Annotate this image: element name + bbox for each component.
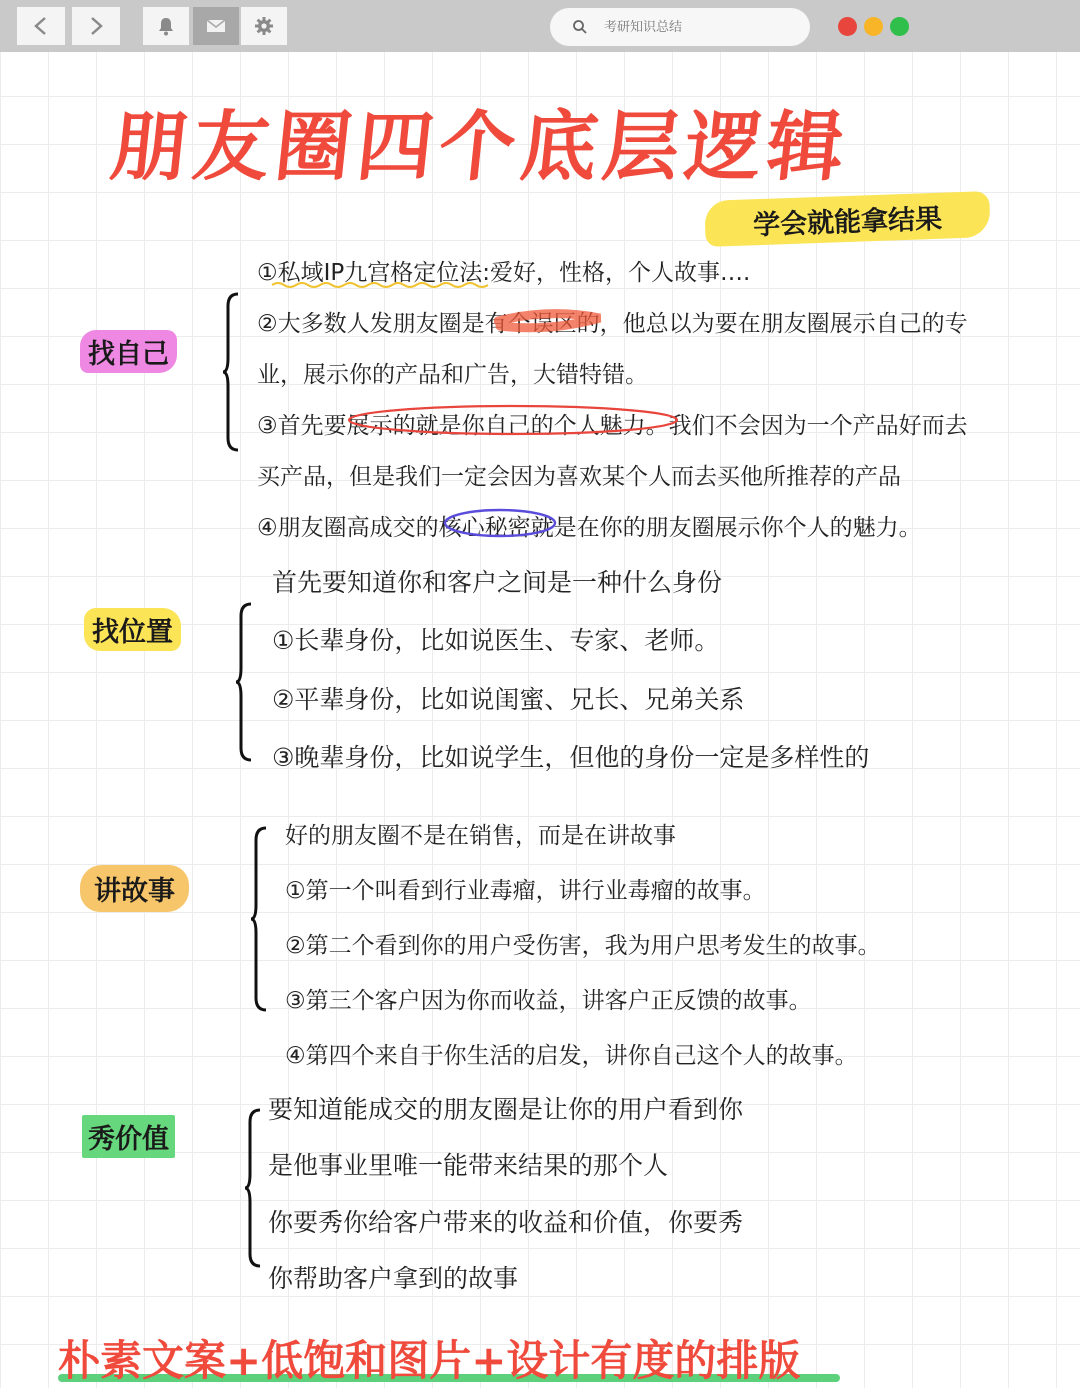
section-label-show-value: 秀价值 <box>82 1115 175 1158</box>
show-value-line-2: 是他事业里唯一能带来结果的那个人 <box>268 1151 669 1180</box>
forward-button[interactable] <box>72 7 120 45</box>
tell-story-line-3: ②第二个看到你的用户受伤害，我为用户思考发生的故事。 <box>285 933 881 959</box>
show-value-line-3: 你要秀你给客户带来的收益和价值，你要秀 <box>268 1208 744 1237</box>
chevron-right-icon <box>86 15 106 37</box>
back-button[interactable] <box>17 7 65 45</box>
settings-button[interactable] <box>241 7 287 45</box>
window-close-dot[interactable] <box>838 17 857 36</box>
search-input[interactable] <box>602 19 806 36</box>
page-title: 朋友圈四个底层逻辑 <box>106 102 855 191</box>
brace-show-value <box>244 1108 264 1268</box>
window-maximize-dot[interactable] <box>890 17 909 36</box>
search-icon <box>572 19 588 35</box>
section-label-find-position: 找位置 <box>84 608 181 651</box>
top-toolbar <box>0 0 1080 52</box>
find-position-line-1: 首先要知道你和客户之间是一种什么身份 <box>272 568 723 597</box>
brace-find-position <box>235 602 255 762</box>
tell-story-line-1: 好的朋友圈不是在销售，而是在讲故事 <box>285 823 676 849</box>
chevron-left-icon <box>31 15 51 37</box>
show-value-line-4: 你帮助客户拿到的故事 <box>268 1264 519 1293</box>
find-self-line-6: ④朋友圈高成交的核心秘密就是在你的朋友圈展示你个人的魅力。 <box>257 515 922 541</box>
bell-icon <box>157 16 175 36</box>
bottom-title: 朴素文案+低饱和图片+设计有度的排版 <box>58 1336 801 1385</box>
mail-icon <box>206 18 226 34</box>
notifications-button[interactable] <box>143 7 189 45</box>
gear-icon <box>254 16 274 36</box>
find-position-line-4: ③晚辈身份，比如说学生，但他的身份一定是多样性的 <box>272 743 870 772</box>
section-label-tell-story: 讲故事 <box>80 865 189 912</box>
find-self-line-1: ①私域IP九宫格定位法:爱好，性格，个人故事…. <box>257 260 751 286</box>
section-label-find-self: 找自己 <box>80 330 177 373</box>
window-minimize-dot[interactable] <box>864 17 883 36</box>
brace-tell-story <box>250 826 270 1012</box>
subtitle-badge: 学会就能拿结果 <box>704 191 990 247</box>
find-position-line-3: ②平辈身份，比如说闺蜜、兄长、兄弟关系 <box>272 685 745 714</box>
find-self-line-2: ②大多数人发朋友圈是有个误区的，他总以为要在朋友圈展示自己的专 <box>257 311 968 337</box>
tell-story-line-5: ④第四个来自于你生活的启发，讲你自己这个人的故事。 <box>285 1043 858 1069</box>
find-position-line-2: ①长辈身份，比如说医生、专家、老师。 <box>272 626 720 655</box>
find-self-line-3: 业，展示你的产品和广告，大错特错。 <box>257 362 648 388</box>
mail-button[interactable] <box>193 7 239 45</box>
tell-story-line-2: ①第一个叫看到行业毒瘤，讲行业毒瘤的故事。 <box>285 878 766 904</box>
find-self-line-4: ③首先要展示的就是你自己的个人魅力。我们不会因为一个产品好而去 <box>257 413 968 439</box>
show-value-line-1: 要知道能成交的朋友圈是让你的用户看到你 <box>268 1095 744 1124</box>
tell-story-line-4: ③第三个客户因为你而收益，讲客户正反馈的故事。 <box>285 988 812 1014</box>
search-bar[interactable] <box>550 8 810 46</box>
find-self-line-5: 买产品，但是我们一定会因为喜欢某个人而去买他所推荐的产品 <box>257 464 901 490</box>
brace-find-self <box>222 292 242 452</box>
